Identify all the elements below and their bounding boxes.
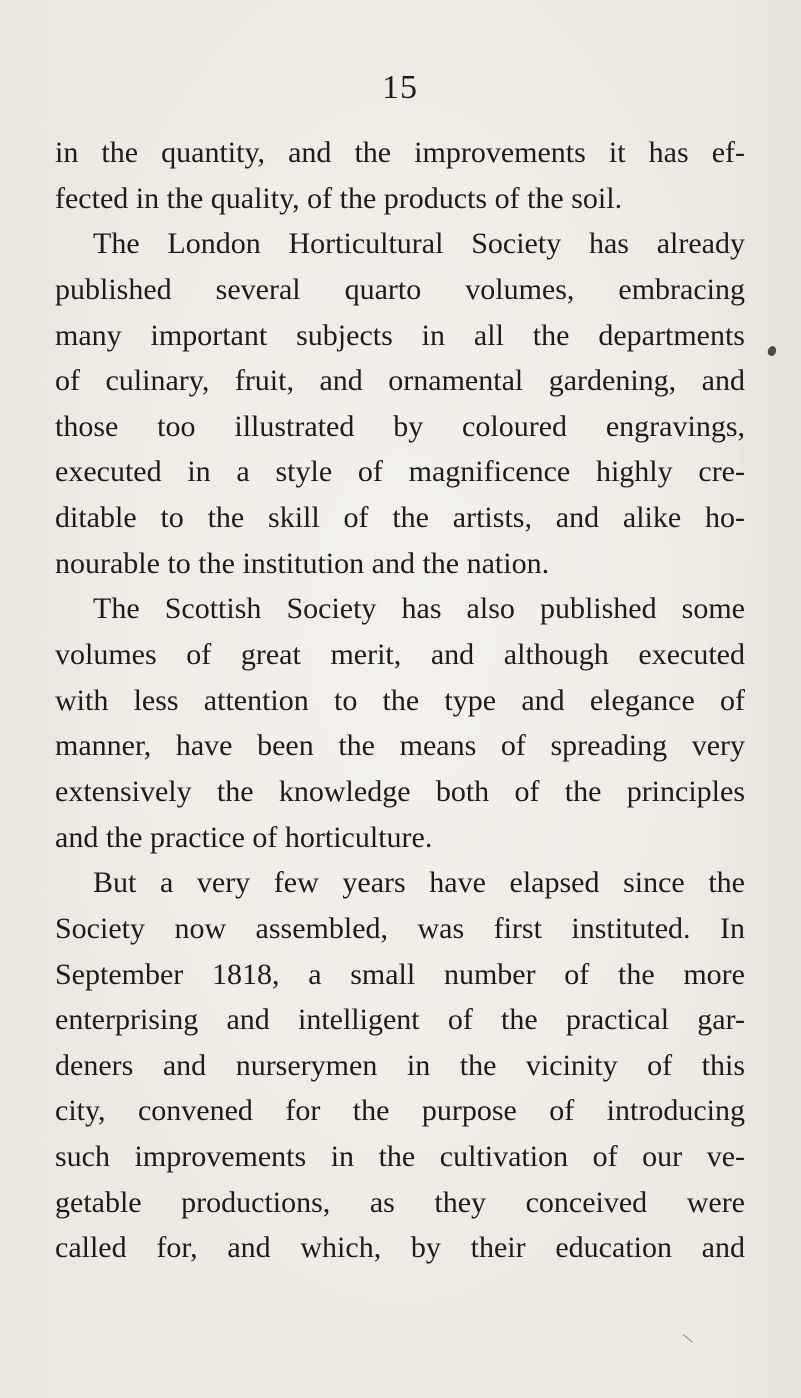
text-line: The London Horticultural Society has already xyxy=(93,227,745,261)
text-line: September 1818, a small number of the more xyxy=(55,957,745,991)
text-line: volumes of great merit, and although executed xyxy=(55,638,745,672)
page-number: 15 xyxy=(382,69,418,106)
text-line: in the quantity, and the improvements it has ef- xyxy=(55,136,745,169)
text-line: enterprising and intelligent of the practical gar- xyxy=(55,1003,745,1037)
text-line: called for, and which, by their education and xyxy=(55,1231,745,1265)
text-line: of culinary, fruit, and ornamental gardening, and xyxy=(55,364,745,398)
text-line: Society now assembled, was first instituted. In xyxy=(55,911,745,945)
text-line: those too illustrated by coloured engravings, xyxy=(55,409,745,443)
text-line: But a very few years have elapsed since the xyxy=(93,866,745,900)
text-line: nourable to the institution and the nation. xyxy=(55,546,550,580)
text-line: and the practice of horticulture. xyxy=(55,820,433,854)
text-line: The Scottish Society has also published some xyxy=(93,592,745,626)
text-line: getable productions, as they conceived were xyxy=(55,1185,745,1219)
ink-mark xyxy=(767,345,778,357)
text-line: extensively the knowledge both of the principles xyxy=(55,774,745,808)
text-line: manner, have been the means of spreading very xyxy=(55,729,745,763)
text-line: city, convened for the purpose of introducing xyxy=(55,1094,745,1128)
text-line: such improvements in the cultivation of our ve- xyxy=(55,1140,745,1174)
text-line: published several quarto volumes, embracing xyxy=(55,272,745,306)
text-line: many important subjects in all the departments xyxy=(55,318,745,352)
text-line: deners and nurserymen in the vicinity of this xyxy=(55,1048,745,1082)
text-line: ditable to the skill of the artists, and alike ho- xyxy=(55,501,745,535)
text-line: executed in a style of magnificence highly cre- xyxy=(55,455,745,489)
text-line: with less attention to the type and elegance of xyxy=(55,683,745,717)
text-line: fected in the quality, of the products of the soil. xyxy=(55,181,623,215)
body-text xyxy=(55,130,745,1271)
ink-mark xyxy=(683,1334,693,1342)
